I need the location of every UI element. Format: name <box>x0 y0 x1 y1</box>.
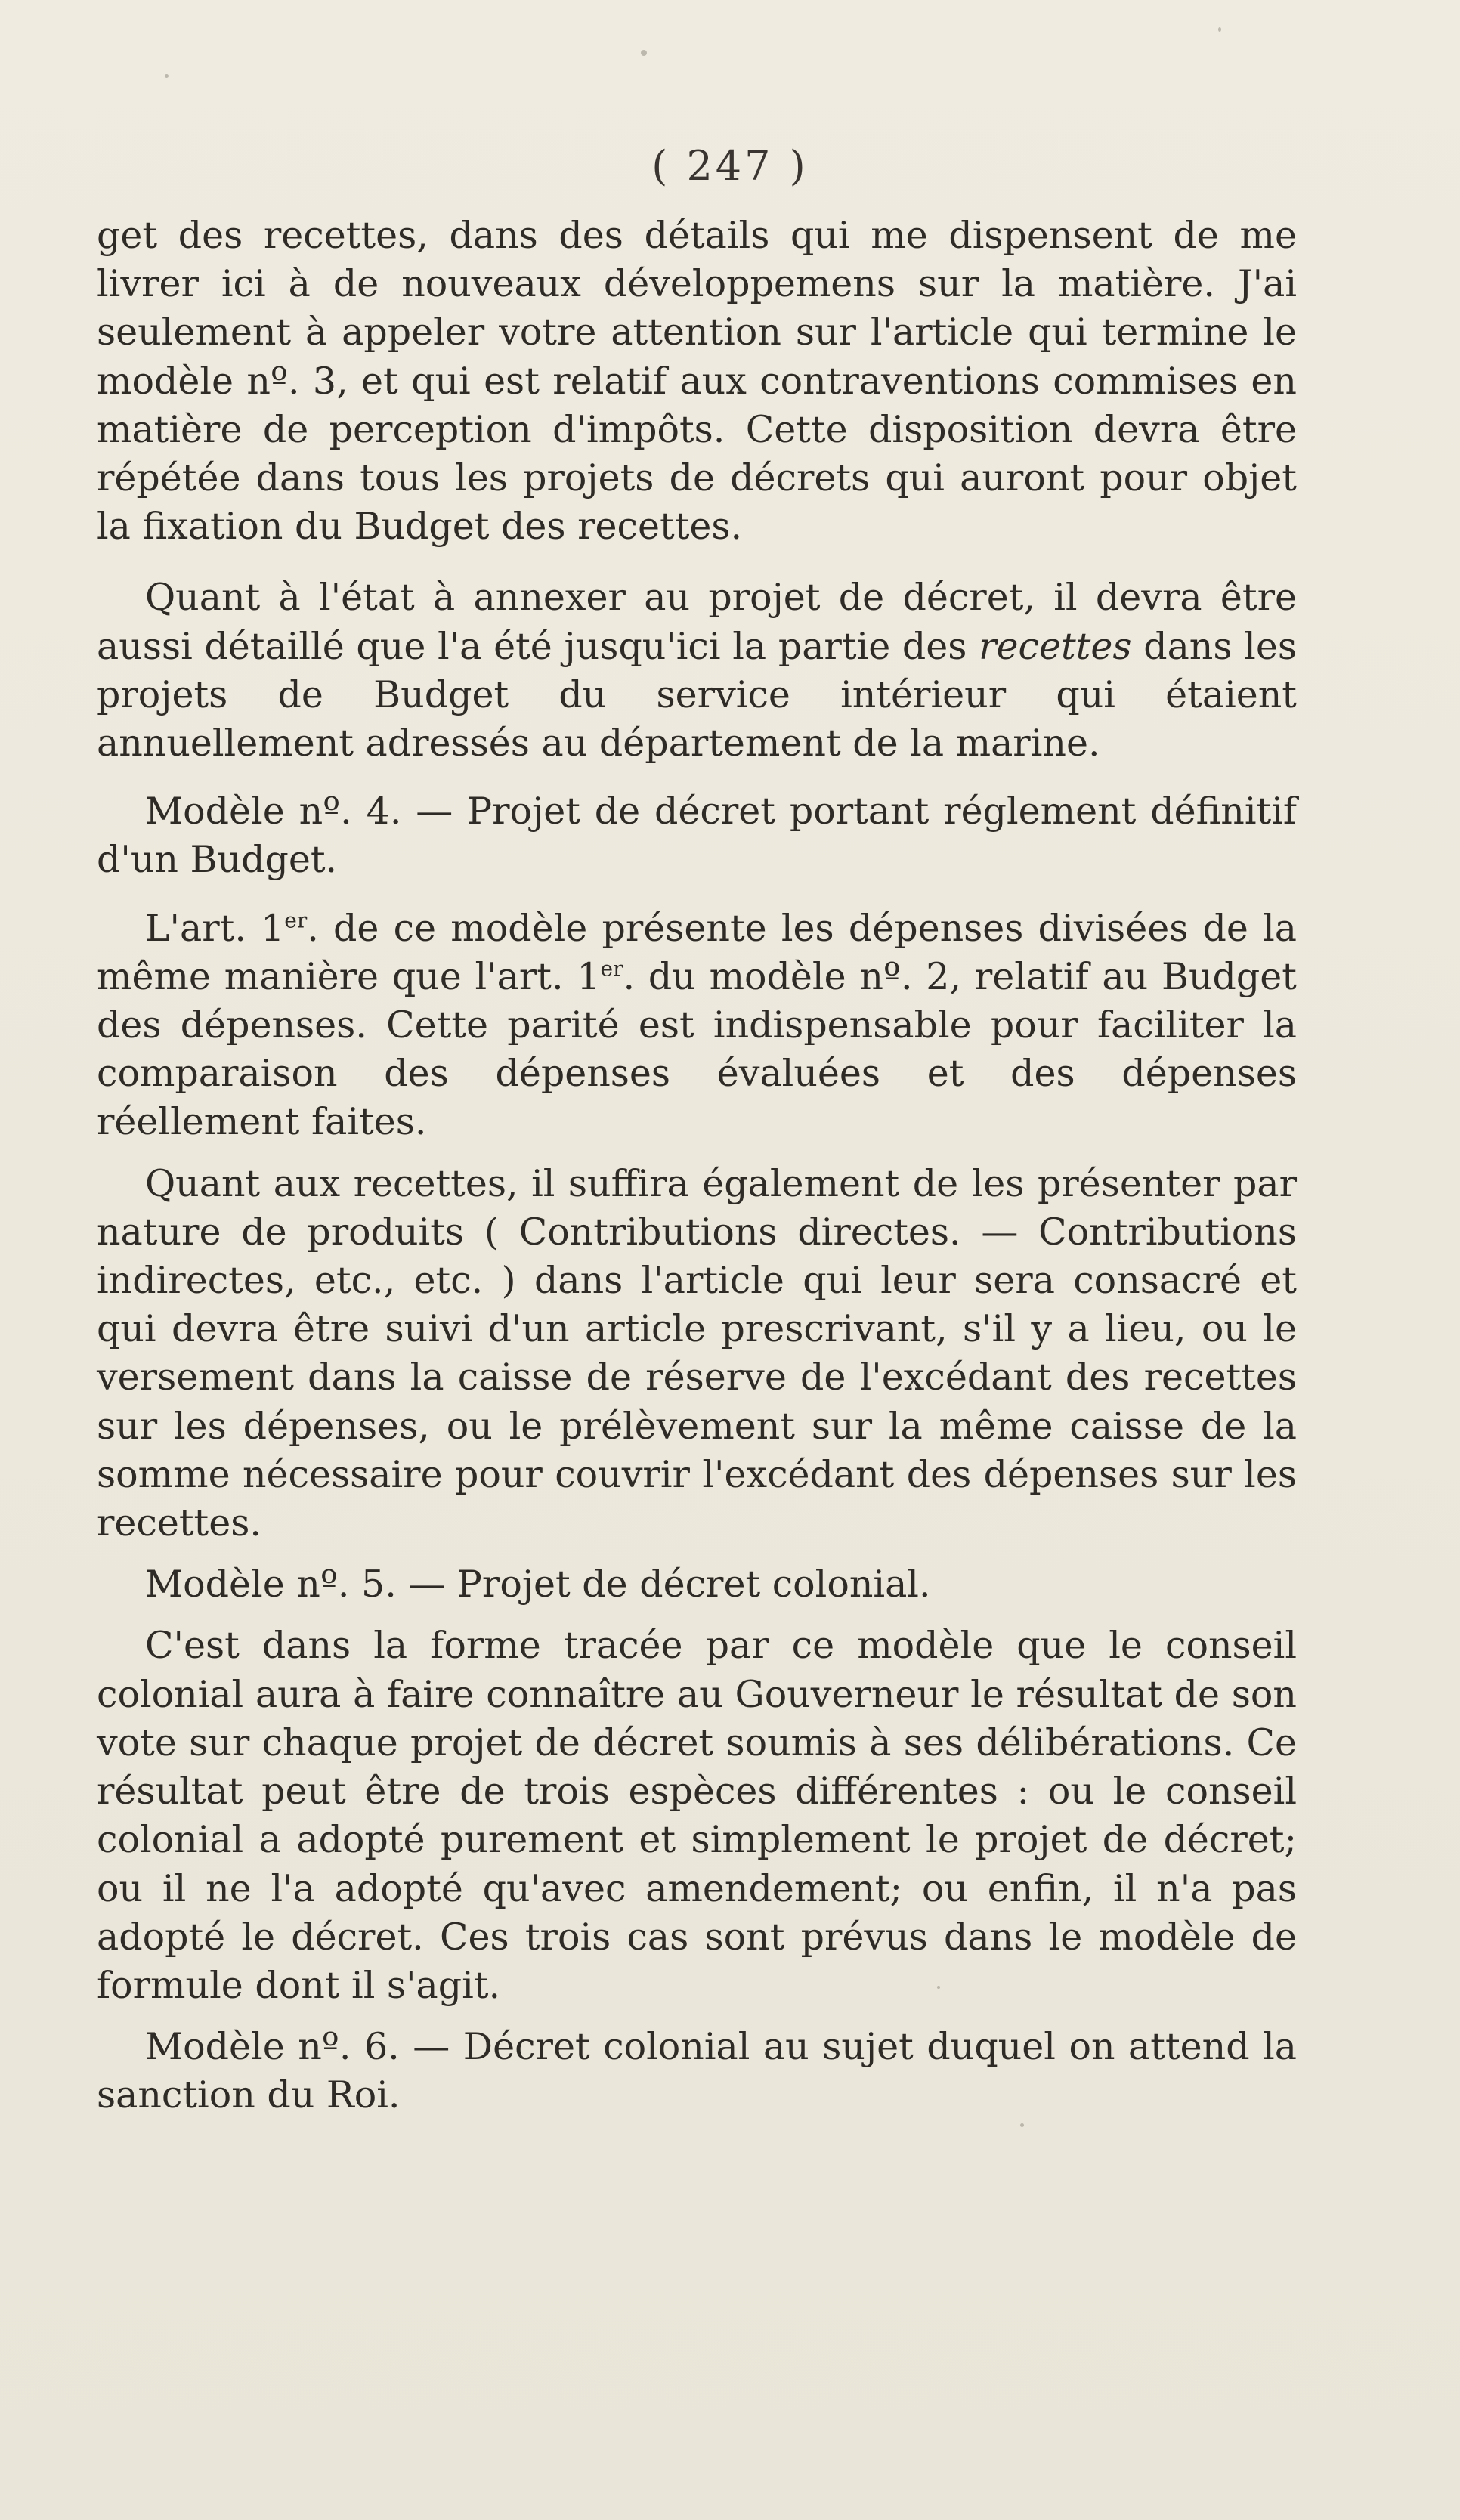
paragraph-recettes-nature: Quant aux recettes, il suffira également de les présenter par nature de produits ( Contributions directes. — Contributions indirectes, etc., etc. ) dans l'article qui leur sera consacré et qui devra être suivi d'un article prescrivant, s'il y a lieu, ou le versement dans la caisse de réserve de l'excédant des recettes sur les dépenses, ou le prélèvement sur la même caisse de la somme nécessaire pour couvrir l'excédant des dépenses sur les recettes. <box>97 1161 1297 1545</box>
paragraph-text: dans les projets de Budget du service intérieur qui étaient annuellement adressés au département de la marine. <box>97 624 1297 765</box>
italic-term: recettes <box>979 624 1132 668</box>
paragraph-text: Quant à l'état à annexer au projet de décret, il devra être aussi détaillé que l'a été jusqu'ici la partie des <box>97 576 1297 668</box>
body-text <box>97 212 1297 2120</box>
paper-speck <box>937 1986 940 1989</box>
paragraph-conseil-colonial: C'est dans la forme tracée par ce modèle que le conseil colonial aura à faire connaître au Gouverneur le résultat de son vote sur chaque projet de décret soumis à ses délibérations. Ce résultat peut être de trois espèces différentes : ou le conseil colonial a adopté purement et simplement le projet de décret; ou il ne l'a adopté qu'avec amendement; ou enfin, il n'a pas adopté le décret. Ces trois cas sont prévus dans le modèle de formule dont il s'agit. <box>97 1624 1297 2007</box>
paper-speck <box>641 50 647 56</box>
paper-speck <box>165 74 169 78</box>
paragraph-etat-annexe <box>97 574 1297 768</box>
paragraph-text: . de ce modèle présente les dépenses divisées de la même manière que l'art. 1 <box>97 906 1297 998</box>
paragraph-budget-recettes: get des recettes, dans des détails qui me dispensent de me livrer ici à de nouveaux développemens sur la matière. J'ai seulement à appeler votre attention sur l'article qui termine le modèle nº. 3, et qui est relatif aux contraventions commises en matière de perception d'impôts. Cette disposition devra être répétée dans tous les projets de décrets qui auront pour objet la fixation du Budget des recettes. <box>97 214 1297 549</box>
paragraph-text: . du modèle nº. 2, relatif au Budget des dépenses. Cette parité est indispensable pour faciliter la comparaison des dépenses évaluées et des dépenses réellement faites. <box>97 954 1297 1144</box>
superscript: er <box>600 956 623 982</box>
paper-speck <box>1020 2123 1024 2127</box>
superscript: er <box>284 908 308 933</box>
heading-modele-6: Modèle nº. 6. — Décret colonial au sujet duquel on attend la sanction du Roi. <box>97 2025 1297 2117</box>
heading-modele-5: Modèle nº. 5. — Projet de décret colonial. <box>145 1563 931 1606</box>
paragraph-text: L'art. 1 <box>145 906 285 950</box>
heading-modele-4: Modèle nº. 4. — Projet de décret portant réglement définitif d'un Budget. <box>97 790 1297 882</box>
page-number: ( 247 ) <box>651 142 809 190</box>
paper-speck <box>1218 27 1221 32</box>
paragraph-article-premier <box>97 904 1297 1147</box>
